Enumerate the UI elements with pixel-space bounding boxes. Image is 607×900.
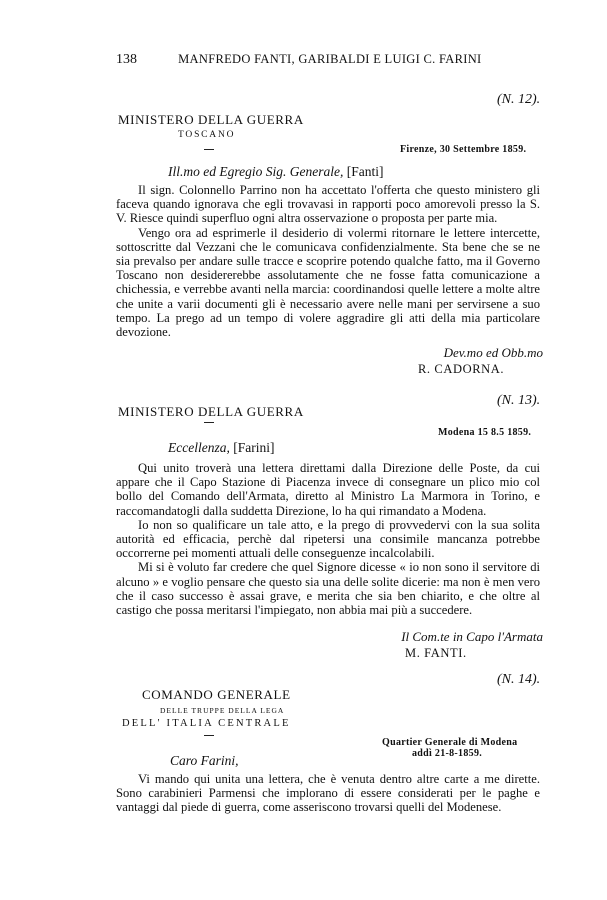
running-title: MANFREDO FANTI, GARIBALDI E LUIGI C. FARINI — [178, 52, 482, 66]
salutation-text: Ill.mo ed Egregio Sig. Generale, — [168, 164, 344, 179]
salutation-text: Eccellenza, — [168, 440, 230, 455]
letter-signature: R. CADORNA. — [418, 362, 505, 376]
letter-sender: COMANDO GENERALE — [142, 687, 291, 702]
letter-salutation — [168, 164, 383, 180]
paragraph: Mi si è voluto far credere che quel Signore dicesse « io non sono il servitore di alcuno » e voglio pensare che questo sia una delle solite dicerie: ma non è men vero che il caso successo è assai grave, e merita che sia ben chiarito, e che oltre al castigo che possa meritarsi l'impiegato, non abbia mai più a succedere. — [116, 560, 540, 618]
letter-body — [116, 461, 540, 617]
paragraph: Io non so qualificare un tale atto, e la prego di provvedervi con la sua solita autorità ed efficacia, perchè dal ripetersi una consimile mancanza potrebbe occorrerne pei momenti attuali delle conseguenze incalcolabili. — [116, 517, 540, 561]
letter-body — [116, 772, 540, 815]
running-header — [116, 52, 536, 68]
letter-sender: MINISTERO DELLA GUERRA — [118, 112, 304, 127]
page-number: 138 — [116, 52, 137, 67]
letter-sender-sub: DELL' ITALIA CENTRALE — [122, 718, 291, 729]
letter-date: Modena 15 8.5 1859. — [438, 427, 532, 438]
letter-sender: MINISTERO DELLA GUERRA — [118, 404, 304, 419]
divider — [204, 422, 214, 423]
paragraph: Il sign. Colonnello Parrino non ha accettato l'offerta che questo ministero gli faceva quando ignorava che egli trovavasi in rapporti poco amorevoli presso la S. V. Riesce quindi superfluo ogni altra osservazione o proposta per parte mia. — [116, 183, 540, 226]
recipient: [Fanti] — [346, 164, 384, 179]
salutation-text: Caro Farini, — [170, 753, 239, 768]
letter-date: Firenze, 30 Settembre 1859. — [400, 144, 527, 155]
letter-sender-sub: DELLE TRUPPE DELLA LEGA — [160, 706, 285, 715]
letter-sender-sub: TOSCANO — [178, 130, 236, 140]
letter-closing — [444, 345, 543, 361]
divider — [204, 149, 214, 150]
divider — [204, 735, 214, 736]
closing-text: Dev.mo ed Obb.mo — [443, 345, 543, 360]
closing-text: Il Com.te in Capo l'Armata — [401, 629, 543, 644]
letter-number: (N. 12). — [497, 92, 541, 107]
paragraph: Qui unito troverà una lettera direttami dalla Direzione delle Poste, da cui appare che il Capo Stazione di Piacenza invece di consegnare un plico mio col bollo del Comando dell'Armata, diretto al Ministro La Marmora in Torino, e raccomandatogli dalla suddetta Direzione, lo ha qui rimandato a Modena. — [116, 461, 540, 518]
paragraph: Vengo ora ad esprimerle il desiderio di volermi ritornare le lettere intercette, sottoscritte dal Vezzani che le comunicava confidenzialmente. Sta bene che se ne sia prevalso per andare sulle tracce e scoprire potendo qualche fatto, ma il Governo Toscano non desidererebbe assolutamente che ne fosse fatta comunicazione a chichessia, e verrebbe avanti nella marcia: coordinandosi quelle lettere a molte altre che unite a varii documenti gli è necessario avere nelle mani per servirsene a suo tempo. La prego ad un tempo di volere aggradire gli atti della mia particolare devozione. — [116, 225, 540, 340]
letter-date: addì 21-8-1859. — [412, 748, 483, 759]
paragraph: Vi mando qui unita una lettera, che è venuta dentro altre carte a me dirette. Sono carabinieri Parmensi che implorano di essere considerati per le paghe e vantaggi dal piede di guerra, come asseriscono trovarsi quelli del Modenese. — [116, 772, 540, 815]
letter-number: (N. 14). — [497, 672, 541, 687]
letter-body — [116, 183, 540, 339]
letter-salutation — [168, 440, 274, 456]
letter-date: Quartier Generale di Modena — [382, 737, 518, 748]
letter-salutation — [170, 753, 239, 769]
letter-number: (N. 13). — [497, 393, 541, 408]
letter-closing — [401, 629, 543, 645]
letter-signature: M. FANTI. — [405, 646, 467, 660]
recipient: [Farini] — [233, 440, 275, 455]
